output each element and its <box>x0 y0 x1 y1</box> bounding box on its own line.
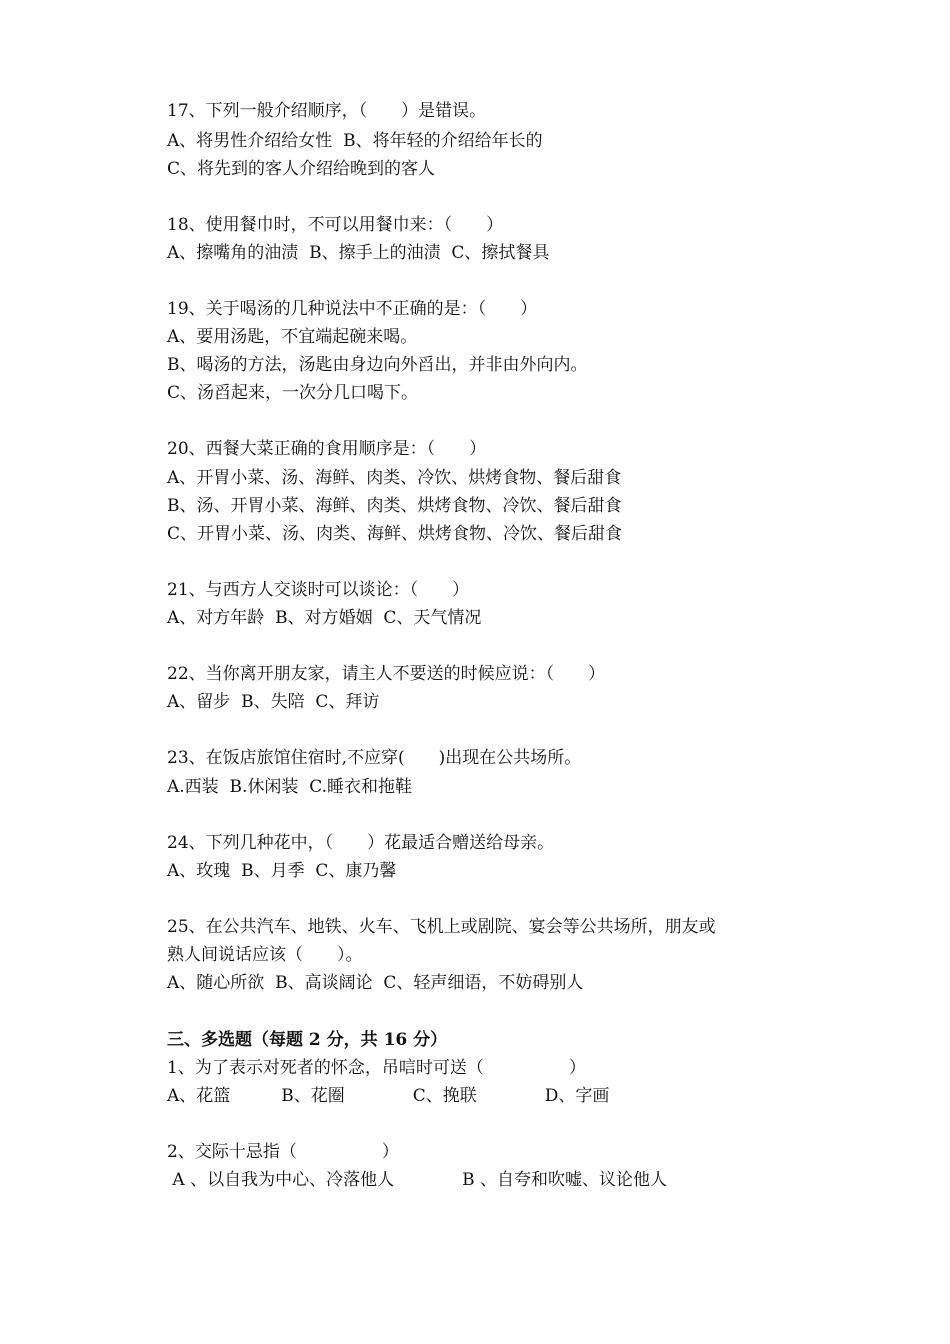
mc-question-2-stem: 2、交际十忌指（ ） <box>167 1142 399 1162</box>
mc-question-2-options-ab: A 、以自我为中心、冷落他人 B 、自夸和吹嘘、议论他人 <box>167 1170 667 1190</box>
question-19-stem: 19、关于喝汤的几种说法中不正确的是：（ ） <box>167 299 538 319</box>
question-20-option-c: C、开胃小菜、汤、肉类、海鲜、烘烤食物、冷饮、餐后甜食 <box>167 524 623 544</box>
mc-question-1-options: A、花篮 B、花圈 C、挽联 D、字画 <box>167 1086 610 1106</box>
question-19-option-a: A、要用汤匙，不宜端起碗来喝。 <box>167 327 418 347</box>
question-25-options: A、随心所欲 B、高谈阔论 C、轻声细语，不妨碍别人 <box>167 973 584 993</box>
question-17-options-ab: A、将男性介绍给女性 B、将年轻的介绍给年长的 <box>167 131 543 151</box>
question-23-options: A.西装 B.休闲装 C.睡衣和拖鞋 <box>167 777 412 797</box>
question-25-stem-line-2: 熟人间说话应该（ ）。 <box>167 945 363 965</box>
question-17-option-c: C、将先到的客人介绍给晚到的客人 <box>167 159 436 179</box>
question-25-stem-line-1: 25、在公共汽车、地铁、火车、飞机上或剧院、宴会等公共场所，朋友或 <box>167 917 716 937</box>
question-20-option-a: A、开胃小菜、汤、海鲜、肉类、冷饮、烘烤食物、餐后甜食 <box>167 468 622 488</box>
question-21-stem: 21、与西方人交谈时可以谈论：（ ） <box>167 580 470 600</box>
question-21-options: A、对方年龄 B、对方婚姻 C、天气情况 <box>167 608 482 628</box>
question-19-option-c: C、汤舀起来，一次分几口喝下。 <box>167 383 419 403</box>
question-18-options: A、擦嘴角的油渍 B、擦手上的油渍 C、擦拭餐具 <box>167 243 550 263</box>
question-24-options: A、玫瑰 B、月季 C、康乃馨 <box>167 861 397 881</box>
question-20-option-b: B、汤、开胃小菜、海鲜、肉类、烘烤食物、冷饮、餐后甜食 <box>167 496 622 516</box>
mc-question-1-stem: 1、为了表示对死者的怀念，吊唁时可送（ ） <box>167 1058 586 1078</box>
section-heading-multiple-choice: 三、多选题（每题 2 分，共 16 分） <box>167 1030 448 1050</box>
question-24-stem: 24、下列几种花中，（ ）花最适合赠送给母亲。 <box>167 833 555 853</box>
question-17-stem: 17、下列一般介绍顺序，（ ）是错误。 <box>167 101 487 121</box>
question-19-option-b: B、喝汤的方法，汤匙由身边向外舀出，并非由外向内。 <box>167 355 588 375</box>
question-22-options: A、留步 B、失陪 C、拜访 <box>167 692 380 712</box>
question-23-stem: 23、在饭店旅馆住宿时,不应穿( )出现在公共场所。 <box>167 748 582 768</box>
question-20-stem: 20、西餐大菜正确的食用顺序是：（ ） <box>167 439 487 459</box>
question-22-stem: 22、当你离开朋友家，请主人不要送的时候应说：（ ） <box>167 664 606 684</box>
question-18-stem: 18、使用餐巾时，不可以用餐巾来：（ ） <box>167 215 504 235</box>
